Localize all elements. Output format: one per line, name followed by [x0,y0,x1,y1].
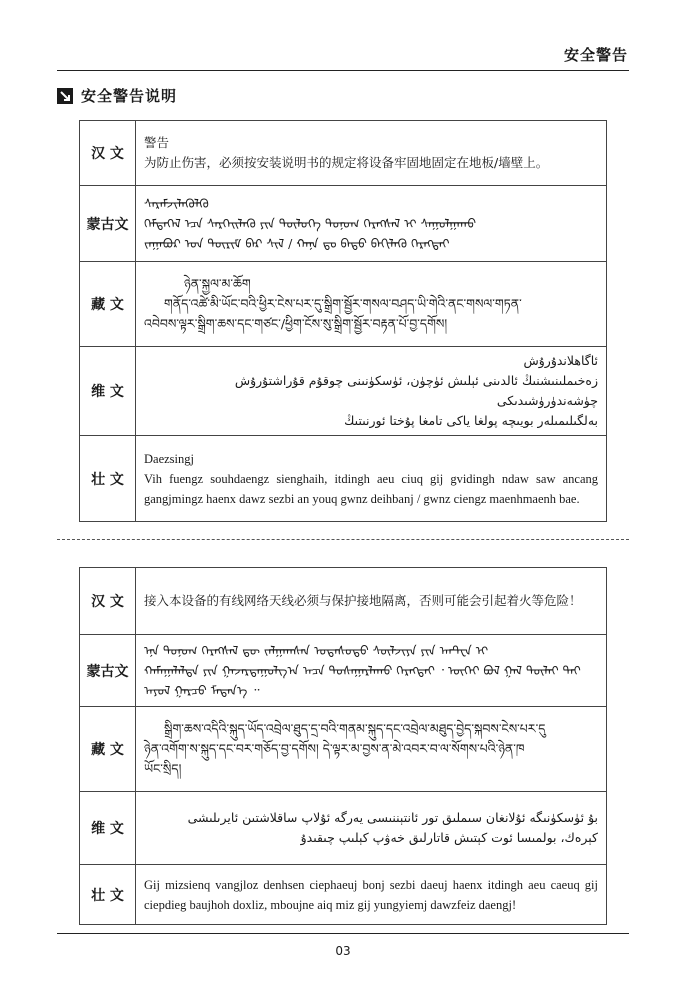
warning-text-mongolian [136,635,607,707]
warning-text-zhuang [136,436,607,522]
lang-label: 藏 文 [80,707,136,792]
warning-heading: ئاگاھلاندۇرۇش [523,353,598,368]
page-header-title: 安全警告 [563,46,628,64]
lang-label: 汉 文 [80,121,136,186]
table-row-mongolian [80,186,607,262]
warning-body: Gij mizsienq vangjloz denhsen ciephaeuj bonj sezbi daeuj haenx itdingh aeu caeuq gij ciepdieg baujhoh doxliz, mboujne aiq miz gij yungyiemj dawzfeiz daengj! [144,877,598,912]
warning-box-icon [57,88,73,104]
lang-label: 蒙古文 [80,635,136,707]
warning-body-line: ཉེན་འགོག་ས་སྐུད་དང་བར་གཅོད་བྱ་དགོས། དེ་ལྟར་མ་བྱས་ན་མེ་འབར་བ་ལ་སོགས་པའི་ཉེན་ཁ [144,741,525,756]
warning-heading: 警告 [144,135,170,150]
warning-body-line: ᠵᠠᠭᠠᠪᠤᠷ ᠤᠨ ᠳᠦᠷᠢᠮ ᠪᠡᠷ ᠰᠢᠯ / ᠬᠠᠨᠠ ᠳᠤ ᠪᠠᠲᠤ ᠪᠡᠬᠢᠯᠡᠬᠦ ᠬᠡᠷᠡᠭᠲᠡᠢ [144,235,450,251]
warning-body-line: كېرەك، بولمىسا ئوت كېتىش قاتارلىق خەۋپ كېلىپ چىقىدۇ [300,830,598,845]
warning-text-uyghur [136,792,607,865]
warning-text-uyghur [136,347,607,436]
warning-body: 接入本设备的有线网络天线必须与保护接地隔离，否则可能会引起着火等危险！ [144,593,582,608]
page-number: 03 [335,944,351,958]
header-divider [57,70,629,71]
warning-text-mongolian [136,186,607,262]
warning-text-tibetan [136,707,607,792]
warning-body-line: འབེབས་ལྟར་སྒྲིག་ཆས་དང་གཙང་/ཕྱིག་ངོས་སུ་སྒྲིག་སྦྱོར་བརྟན་པོ་བྱ་དགོས། [144,316,448,331]
table-row-chinese [80,121,607,186]
table-row-chinese [80,568,607,635]
warning-body-line: ᠡᠨᠡ ᠲᠣᠨᠤᠭ ᠬᠡᠷᠡᠭᠰᠡᠯ ᠳᠦ ᠵᠠᠯᠭᠠᠭᠰᠠᠨ ᠤᠲᠠᠰᠤᠲᠤ ᠰᠦᠯᠵᠢᠶᠡ ᠶᠢᠨ ᠠᠨᠲ᠋ᠧᠨ ᠢ [144,642,489,658]
lang-label: 壮 文 [80,865,136,925]
section-title: 安全警告说明 [81,87,178,105]
warning-body-line: زەخىملىنىشنىڭ ئالدىنى ئېلىش ئۈچۈن، ئۈسكۈنىنى چوقۇم قۇراشتۇرۇش چۈشەندۈرۈشىدىكى [234,373,598,408]
footer-divider [57,933,629,934]
warning-text-chinese [136,121,607,186]
section-heading [57,85,177,106]
table-row-uyghur [80,792,607,865]
warning-body-line: ᠬᠠᠮᠠᠭᠠᠯᠠᠯᠲᠠ ᠶᠢᠨ ᠭᠠᠵᠠᠷᠳᠠᠭᠤᠯᠭ᠎ᠠ ᠠᠴᠠ ᠲᠤᠰᠠᠭᠠᠷᠯᠠᠬᠤ ᠬᠡᠷᠡᠭᠲᠡᠢ ᠂ ᠦᠭᠡᠢ ᠪᠣᠯ ᠭᠠᠯ ᠲᠦᠯᠡᠢ ᠲᠡᠢ ᠠᠶᠤᠯ ᠭᠠᠷᠴᠤ ᠮᠡᠳᠡᠨ᠎ᠡ ᠃ [144,662,581,698]
warning-body-line: སྒྲིག་ཆས་འདིའི་སྐུད་ཡོད་འབྲེལ་ཐུད་དྲ་བའི་གནམ་སྐུད་དང་འབྲེལ་མཐུད་བྱེད་སྐབས་ངེས་པར་དུ [164,721,546,736]
warning-body: Vih fuengz souhdaengz sienghaih, itdingh aeu ciuq gij gvidingh ndaw saw ancang gangjmingz haenx dawz sezbi an youq gwnz deihbanj / gwnz ciengz maenhmaenh bae. [144,471,598,506]
lang-label: 维 文 [80,347,136,436]
warning-body-line: بەلگىلىمىلەر بويىچە پولغا ياكى تامغا پۇختا ئورنىتىڭ [344,413,598,428]
lang-label: 维 文 [80,792,136,865]
table-row-mongolian [80,635,607,707]
table-row-tibetan [80,707,607,792]
table-row-zhuang [80,865,607,925]
warning-text-chinese [136,568,607,635]
lang-label: 汉 文 [80,568,136,635]
table-row-zhuang [80,436,607,522]
warning-table-2 [79,567,607,925]
warning-body-line: ᠭᠡᠮᠲᠡᠭᠡᠯ ᠡᠴᠡ ᠰᠡᠷᠭᠡᠢᠯᠡᠬᠦ ᠶᠢᠨ ᠲᠥᠯᠥᠭᠡ ᠲᠣᠨᠤᠭ ᠬᠡᠷᠡᠭᠰᠡᠯ ᠢ ᠰᠠᠭᠤᠯᠭᠠᠬᠤ [144,215,477,231]
table-row-tibetan [80,262,607,347]
warning-text-tibetan [136,262,607,347]
lang-label: 壮 文 [80,436,136,522]
lang-label: 蒙古文 [80,186,136,262]
warning-body-line: ཡོང་སྲིད། [144,761,182,776]
warning-body: 为防止伤害，必须按安装说明书的规定将设备牢固地固定在地板/墙壁上。 [144,155,549,170]
warning-heading: Daezsingj [144,451,194,466]
warning-body-line: بۇ ئۈسكۈنىگە ئۇلانغان سىملىق تور ئانتېننىسى يەرگە ئۇلاپ ساقلاشتىن ئايرىلىشى [187,810,598,825]
section-divider [57,539,629,540]
warning-heading: ᠰᠡᠷᠡᠮᠵᠢᠯᠡᠭᠦᠯᠬᠦ [144,195,209,211]
warning-table-1 [79,120,607,522]
warning-body-line: གནོད་འཚེ་མི་ཡོང་བའི་ཕྱིར་ངེས་པར་དུ་སྒྲིག་སྦྱོར་གསལ་བཤད་ཡི་གེའི་ནང་གསལ་གཏན་ [164,296,522,311]
warning-text-zhuang [136,865,607,925]
warning-heading: ཉེན་སྐྱལ་མ་ཆོག [184,276,251,291]
table-row-uyghur [80,347,607,436]
lang-label: 藏 文 [80,262,136,347]
